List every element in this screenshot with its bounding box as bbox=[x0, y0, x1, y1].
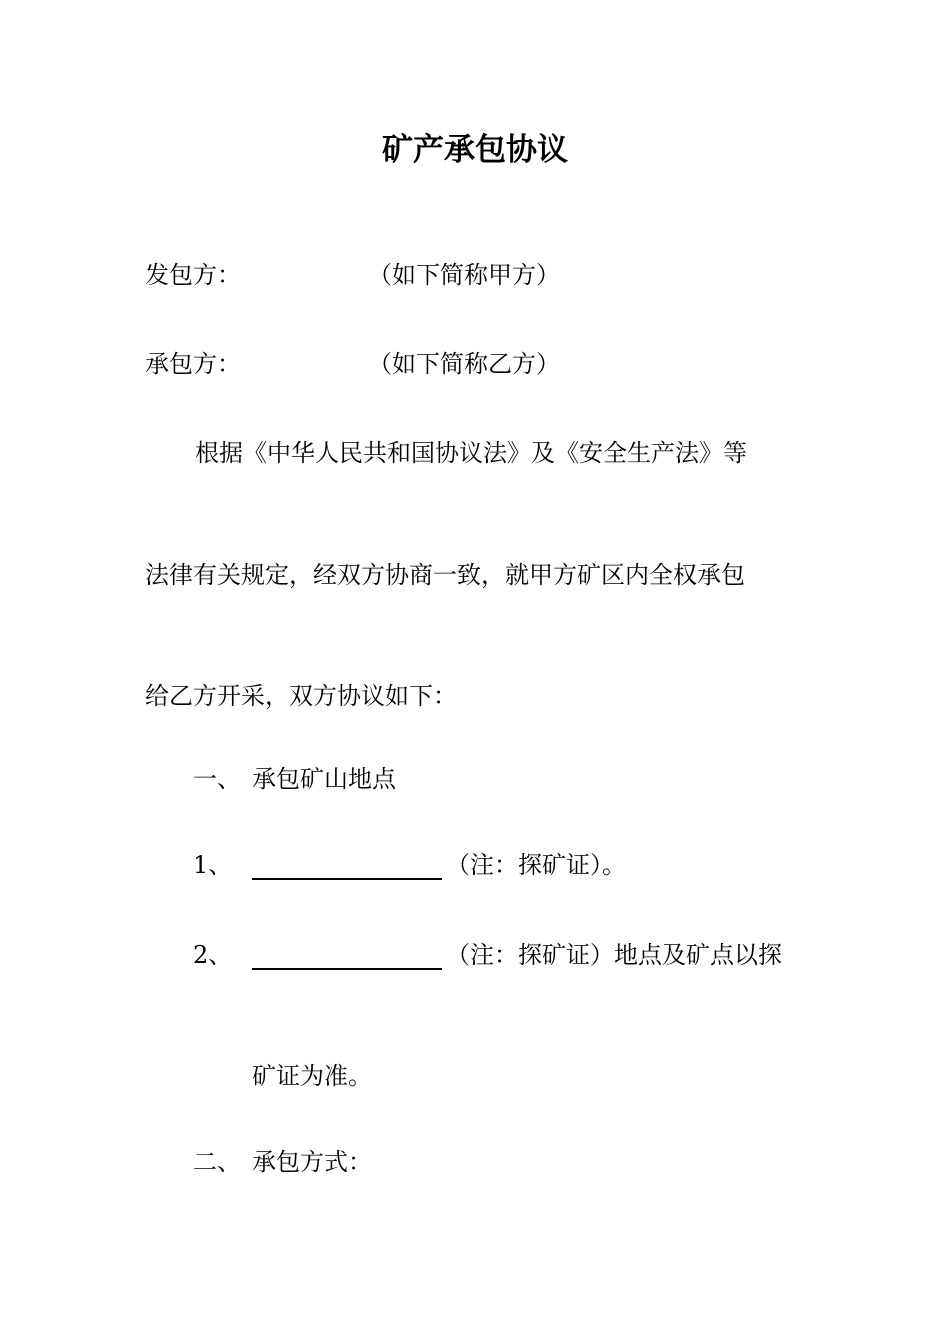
section-1-number: 一、 bbox=[193, 765, 241, 793]
item-2-number: 2、 bbox=[193, 941, 233, 969]
section-1-heading: 承包矿山地点 bbox=[252, 765, 396, 793]
item-1-text: （注：探矿证）。 bbox=[446, 851, 626, 879]
section-2-heading: 承包方式： bbox=[252, 1148, 372, 1176]
party-b-alias: （如下简称乙方） bbox=[368, 350, 560, 378]
item-2-continuation: 矿证为准。 bbox=[252, 1062, 372, 1090]
item-1-line bbox=[252, 850, 626, 880]
party-a-alias: （如下简称甲方） bbox=[368, 261, 560, 289]
party-a-label: 发包方： bbox=[145, 261, 241, 289]
section-2-number: 二、 bbox=[193, 1148, 241, 1176]
preamble-line-2: 法律有关规定，经双方协商一致，就甲方矿区内全权承包 bbox=[145, 561, 745, 589]
item-2-line bbox=[252, 940, 782, 970]
party-b-label: 承包方： bbox=[145, 350, 241, 378]
preamble-line-3: 给乙方开采，双方协议如下： bbox=[145, 682, 457, 710]
document-title: 矿产承包协议 bbox=[382, 132, 568, 168]
item-1-blank bbox=[252, 852, 442, 880]
party-a-line bbox=[145, 260, 241, 290]
item-2-text: （注：探矿证）地点及矿点以探 bbox=[446, 941, 782, 969]
item-2-blank bbox=[252, 942, 442, 970]
preamble-line-1: 根据《中华人民共和国协议法》及《安全生产法》等 bbox=[195, 439, 747, 467]
item-1-number: 1、 bbox=[193, 851, 233, 879]
party-b-line bbox=[145, 349, 241, 379]
